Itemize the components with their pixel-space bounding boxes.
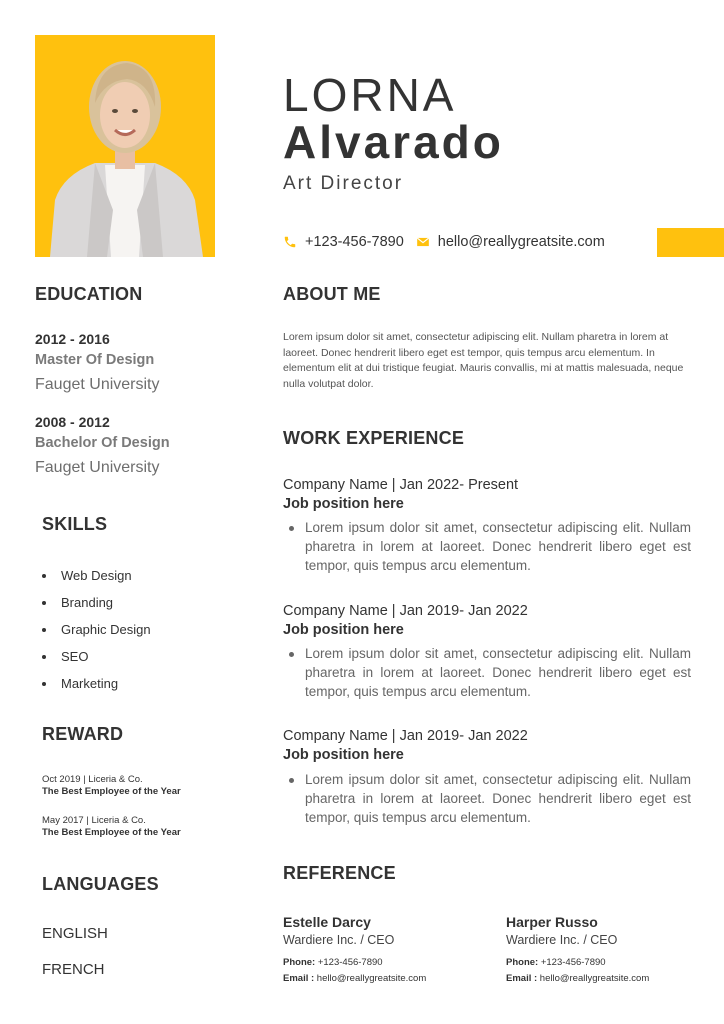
education-degree: Bachelor Of Design <box>35 435 170 451</box>
list-item <box>42 616 151 643</box>
reference-name: Estelle Darcy <box>283 914 371 930</box>
education-degree: Master Of Design <box>35 352 155 368</box>
first-name: LORNA <box>283 69 457 121</box>
reference-org: Wardiere Inc. / CEO <box>283 933 395 947</box>
list-item <box>42 562 151 589</box>
reference-email <box>506 973 649 984</box>
list-item <box>42 589 151 616</box>
skill-label: Web Design <box>61 568 132 583</box>
reward-title: The Best Employee of the Year <box>42 827 181 838</box>
job-description: Lorem ipsum dolor sit amet, consectetur adipiscing elit. Nullam pharetra in lorem at laoreet. Donec hendrerit libero eget est tempor, quis tempus arcu elementum. <box>305 646 691 699</box>
reference-heading: REFERENCE <box>283 863 396 883</box>
accent-bar <box>657 228 724 257</box>
job-position: Job position here <box>283 496 404 512</box>
last-name: Alvarado <box>283 116 504 168</box>
job-description: Lorem ipsum dolor sit amet, consectetur adipiscing elit. Nullam pharetra in lorem at laoreet. Donec hendrerit libero eget est tempor, quis tempus arcu elementum. <box>305 520 691 573</box>
profile-photo <box>35 35 215 257</box>
reference-org: Wardiere Inc. / CEO <box>506 933 618 947</box>
job-position: Job position here <box>283 747 404 763</box>
bullet-icon <box>289 652 294 657</box>
education-school: Fauget University <box>35 459 160 476</box>
phone-text[interactable]: +123-456-7890 <box>305 234 404 250</box>
phone-value: +123-456-7890 <box>540 957 606 968</box>
reward-date: May 2017 | Liceria & Co. <box>42 815 146 826</box>
education-years: 2008 - 2012 <box>35 414 110 430</box>
job-description: Lorem ipsum dolor sit amet, consectetur adipiscing elit. Nullam pharetra in lorem at laoreet. Donec hendrerit libero eget est tempor, quis tempus arcu elementum. <box>305 772 691 825</box>
email-icon <box>416 235 430 249</box>
email-value[interactable]: hello@reallygreatsite.com <box>539 973 650 984</box>
bullet-icon <box>289 778 294 783</box>
language-item: FRENCH <box>42 961 105 978</box>
email-label: Email : <box>283 973 315 984</box>
phone-label: Phone: <box>283 957 316 968</box>
skill-label: Marketing <box>61 676 119 691</box>
skill-label: Branding <box>61 595 114 610</box>
contact-row <box>283 233 605 251</box>
job-company: Company Name | Jan 2019- Jan 2022 <box>283 603 528 619</box>
education-school: Fauget University <box>35 376 160 393</box>
list-item <box>42 643 151 670</box>
email-value[interactable]: hello@reallygreatsite.com <box>316 973 427 984</box>
portrait-illustration <box>35 35 215 257</box>
list-item <box>42 670 151 697</box>
languages-heading: LANGUAGES <box>42 874 159 894</box>
job-company: Company Name | Jan 2019- Jan 2022 <box>283 728 528 744</box>
email-label: Email : <box>506 973 538 984</box>
education-years: 2012 - 2016 <box>35 331 110 347</box>
reward-date: Oct 2019 | Liceria & Co. <box>42 774 143 785</box>
bullet-icon <box>289 526 294 531</box>
about-text: Lorem ipsum dolor sit amet, consectetur adipiscing elit. Nullam pharetra in lorem at laoreet. Donec hendrerit libero eget est tempor, quis tempus arcu elementum. In elementum elit at dui tristique feugiat. Mauris convallis, mi at mattis malesuada, neque nulla volutpat dolor. <box>283 331 684 390</box>
job-position: Job position here <box>283 622 404 638</box>
reference-email <box>283 973 426 984</box>
reward-title: The Best Employee of the Year <box>42 786 181 797</box>
job-company: Company Name | Jan 2022- Present <box>283 477 519 493</box>
reference-phone <box>506 957 606 968</box>
reward-heading: REWARD <box>42 724 124 744</box>
phone-value: +123-456-7890 <box>317 957 383 968</box>
education-heading: EDUCATION <box>35 284 143 304</box>
job-title: Art Director <box>283 173 404 194</box>
phone-label: Phone: <box>506 957 539 968</box>
skill-label: Graphic Design <box>61 622 151 637</box>
email-text[interactable]: hello@reallygreatsite.com <box>437 234 605 250</box>
skills-heading: SKILLS <box>42 514 108 534</box>
work-heading: WORK EXPERIENCE <box>283 428 465 448</box>
skill-label: SEO <box>61 649 89 664</box>
reference-name: Harper Russo <box>506 914 598 930</box>
skills-list <box>42 562 151 697</box>
reference-phone <box>283 957 383 968</box>
language-item: ENGLISH <box>42 925 108 942</box>
about-heading: ABOUT ME <box>283 284 381 304</box>
phone-icon <box>283 235 297 249</box>
